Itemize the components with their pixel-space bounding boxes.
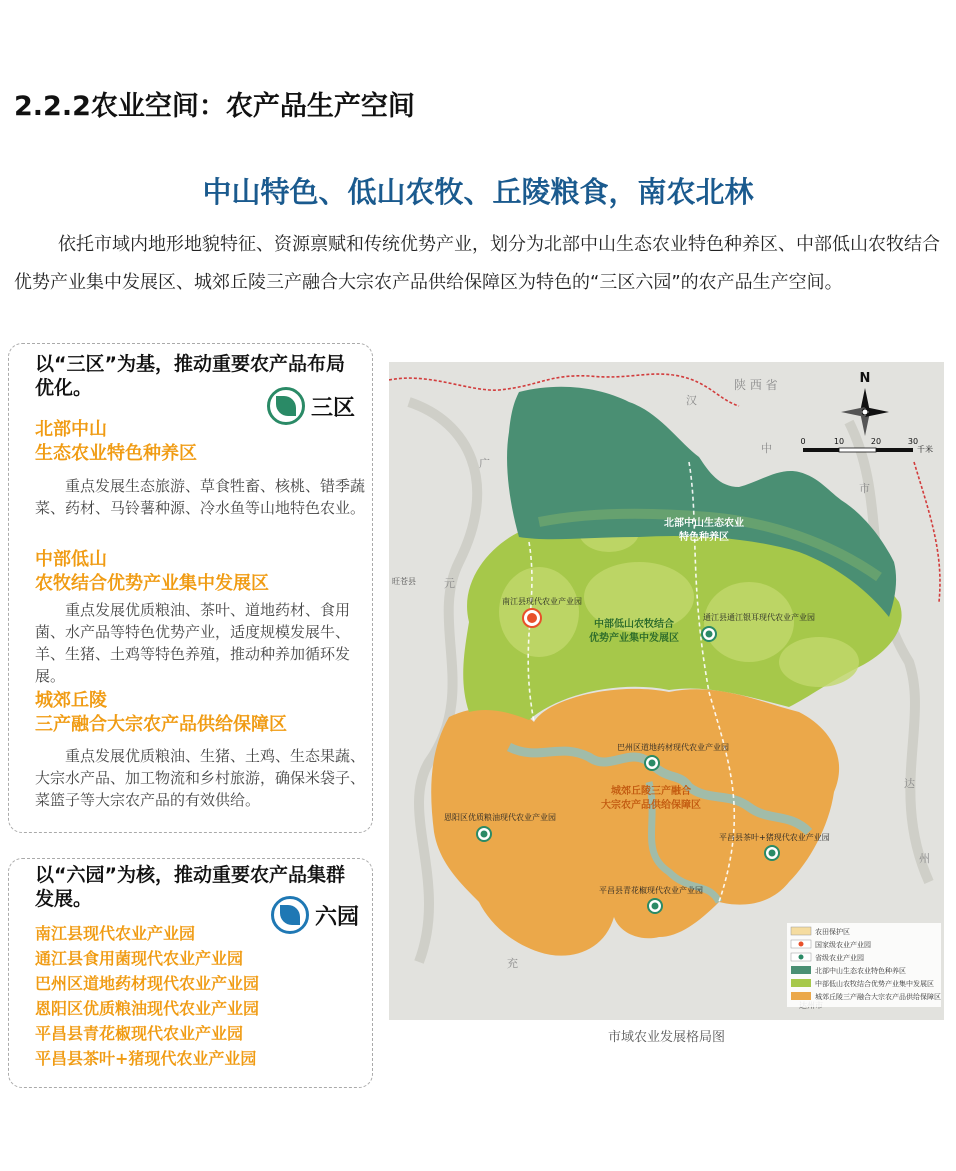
park-marker-pingchang-pepper: [648, 899, 662, 913]
leaf-icon: [271, 896, 309, 934]
compass-north-label: N: [859, 371, 871, 386]
zones-panel: [8, 343, 373, 833]
parks-panel: [8, 858, 373, 1088]
park-item: 巴州区道地药材现代农业产业园: [35, 974, 260, 993]
zone-middle-title-line1: 中部低山: [35, 549, 107, 570]
legend-item: 北部中山生态农业特色种养区: [815, 967, 906, 975]
park-label-tongjiang: 通江县通江银耳现代农业产业园: [703, 613, 815, 622]
middle-zone-label-2: 优势产业集中发展区: [589, 633, 679, 644]
agri-map: [389, 362, 944, 1020]
park-label-pingchang-pepper: 平昌县青花椒现代农业产业园: [599, 886, 703, 895]
park-item: 南江县现代农业产业园: [35, 924, 196, 943]
middle-zone-label-1: 中部低山农牧结合: [594, 619, 674, 630]
place-label: 中: [761, 442, 772, 455]
scale-tick: 20: [870, 437, 882, 446]
zone-north-title: [35, 418, 197, 466]
park-item: 平昌县青花椒现代农业产业园: [35, 1024, 244, 1043]
intro-text: 依托市域内地形地貌特征、资源禀赋和传统优势产业，划分为北部中山生态农业特色种养区、中部低山农牧结合优势产业集中发展区、城郊丘陵三产融合大宗农产品供给保障区为特色的“三区六园”的农产品生产空间。: [14, 234, 940, 293]
park-item: 通江县食用菌现代农业产业园: [35, 949, 244, 968]
zone-middle-title: [35, 548, 269, 596]
legend-item: 省级农业产业园: [815, 954, 864, 962]
scale-unit: 千米: [917, 445, 933, 454]
zone-north-title-line1: 北部中山: [35, 419, 107, 440]
park-item: 平昌县茶叶+猪现代农业产业园: [35, 1049, 257, 1068]
place-label: 充: [507, 957, 518, 970]
parks-badge-label: 六园: [315, 904, 360, 930]
north-zone-label-2: 特色种养区: [679, 532, 729, 543]
parks-panel-title: 以“六园”为核，推动重要农产品集群发展。: [35, 864, 345, 910]
north-zone-label-1: 北部中山生态农业: [664, 518, 744, 529]
page-headline: 中山特色、低山农牧、丘陵粮食，南农北林: [202, 175, 754, 209]
zone-north-text: 重点发展生态旅游、草食牲畜、核桃、错季蔬菜、药材、马铃薯种源、冷水鱼等山地特色农业。: [35, 477, 366, 517]
parks-badge: [271, 896, 359, 934]
scale-tick: 0: [800, 437, 806, 446]
zones-badge: [267, 387, 355, 425]
zone-south-title: [35, 689, 287, 737]
place-label: 元: [444, 577, 455, 590]
zone-middle-title-line2: 农牧结合优势产业集中发展区: [35, 573, 269, 594]
scale-tick: 10: [833, 437, 845, 446]
zone-south-title-line2: 三产融合大宗农产品供给保障区: [35, 714, 287, 735]
section-title: 2.2.2农业空间：农产品生产空间: [14, 91, 415, 122]
zone-north-title-line2: 生态农业特色种养区: [35, 443, 197, 464]
province-label: 陕 西 省: [734, 378, 778, 392]
south-zone-label-2: 大宗农产品供给保障区: [601, 800, 701, 811]
place-label: 达: [904, 777, 915, 790]
park-marker-nanjiang: [523, 609, 541, 627]
intro-paragraph: [14, 226, 940, 302]
map-caption: 市域农业发展格局图: [607, 1030, 725, 1045]
park-label-bazhou: 巴州区道地药材现代农业产业园: [617, 743, 729, 752]
map-legend: [787, 923, 941, 1007]
place-label: 市: [859, 482, 870, 495]
south-zone-label-1: 城郊丘陵三产融合: [611, 786, 691, 797]
scale-tick: 30: [907, 437, 919, 446]
zone-middle-body: [35, 599, 373, 687]
place-label: 州: [919, 852, 930, 865]
park-label-nanjiang: 南江县现代农业产业园: [502, 597, 582, 606]
zones-panel-title: 以“三区”为基，推动重要农产品布局优化。: [35, 353, 345, 399]
place-label: 广: [479, 457, 490, 470]
park-marker-tongjiang: [702, 627, 716, 641]
park-marker-enyang: [477, 827, 491, 841]
legend-item: 中部低山农牧结合优势产业集中发展区: [815, 980, 934, 988]
park-marker-bazhou: [645, 756, 659, 770]
zone-south-text: 重点发展优质粮油、生猪、土鸡、生态果蔬、大宗水产品、加工物流和乡村旅游，确保米袋子、菜篮子等大宗农产品的有效供给。: [35, 747, 366, 809]
zones-badge-label: 三区: [311, 395, 356, 421]
park-item: 恩阳区优质粮油现代农业产业园: [35, 999, 260, 1018]
place-label: 汉: [686, 394, 697, 407]
park-label-pingchang-tea: 平昌县茶叶+猪现代农业产业园: [719, 833, 830, 842]
leaf-icon: [267, 387, 305, 425]
park-label-enyang: 恩阳区优质粮油现代农业产业园: [444, 813, 556, 822]
legend-item: 国家级农业产业园: [815, 941, 871, 949]
legend-item: 农田保护区: [815, 928, 850, 936]
zone-south-body: [35, 745, 373, 811]
park-marker-pingchang-tea: [765, 846, 779, 860]
legend-item: 城郊丘陵三产融合大宗农产品供给保障区: [815, 993, 941, 1001]
place-label: 旺苍县: [392, 577, 416, 586]
zone-middle-text: 重点发展优质粮油、茶叶、道地药材、食用菌、水产品等特色优势产业，适度规模发展牛、羊、生猪、土鸡等特色养殖，推动种养加循环发展。: [35, 601, 351, 685]
map-svg: [389, 362, 944, 1020]
zone-north-body: [35, 475, 373, 519]
zone-south-title-line1: 城郊丘陵: [35, 690, 107, 711]
